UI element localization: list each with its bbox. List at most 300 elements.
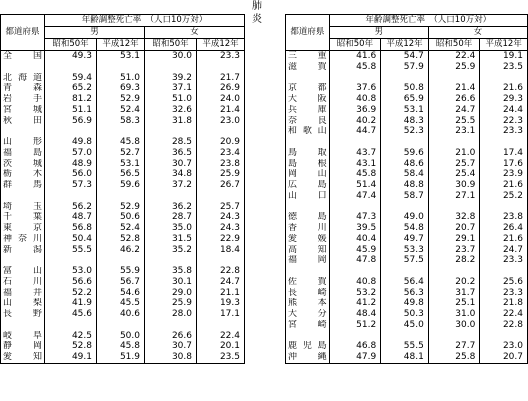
prefecture-name: 沖縄 (286, 352, 330, 363)
male-h12-value (381, 137, 429, 148)
prefecture-name: 福島 (1, 148, 45, 159)
table-row (1, 94, 245, 105)
male-h12-value: 69.3 (97, 83, 145, 94)
male-header: 男 (329, 27, 428, 39)
female-h12-value (480, 73, 528, 84)
male-s50-value: 40.8 (329, 94, 381, 105)
table-row (1, 169, 245, 180)
female-h12-value: 20.7 (480, 352, 528, 363)
table-row (286, 180, 528, 191)
spacer-row (286, 266, 528, 277)
female-s50-value: 30.8 (145, 352, 197, 363)
female-h12-value (197, 191, 245, 202)
prefecture-name (1, 126, 45, 137)
table-row (1, 83, 245, 94)
female-s50-value: 35.2 (145, 245, 197, 256)
male-h12-value: 52.8 (97, 234, 145, 245)
male-s50-value: 56.9 (45, 116, 97, 127)
female-s50-value: 25.9 (428, 62, 480, 73)
female-h12-value: 26.9 (197, 83, 245, 94)
table-row (286, 169, 528, 180)
female-s50-value: 25.7 (428, 159, 480, 170)
female-s50-header: 昭和50年 (428, 39, 480, 51)
female-h12-value: 19.1 (480, 51, 528, 62)
female-s50-value: 26.6 (428, 94, 480, 105)
male-h12-value (381, 331, 429, 342)
female-h12-value: 29.3 (480, 94, 528, 105)
male-s50-value (45, 62, 97, 73)
female-h12-header: 平成12年 (197, 39, 245, 51)
female-h12-value: 21.6 (480, 180, 528, 191)
female-h12-value: 22.4 (480, 309, 528, 320)
prefecture-name: 岡山 (286, 169, 330, 180)
female-h12-value (480, 266, 528, 277)
male-s50-value: 52.2 (45, 288, 97, 299)
female-s50-value: 21.0 (428, 148, 480, 159)
male-h12-header: 平成12年 (97, 39, 145, 51)
female-s50-value (428, 266, 480, 277)
male-h12-value: 45.8 (97, 137, 145, 148)
female-h12-header: 平成12年 (480, 39, 528, 51)
male-s50-value (329, 266, 381, 277)
male-s50-value: 51.4 (329, 180, 381, 191)
male-h12-value: 52.4 (97, 223, 145, 234)
female-h12-value: 23.0 (480, 341, 528, 352)
male-s50-value: 56.6 (45, 277, 97, 288)
prefecture-name: 愛媛 (286, 234, 330, 245)
prefecture-name: 京都 (286, 83, 330, 94)
prefecture-name: 香川 (286, 223, 330, 234)
prefecture-name: 和歌山 (286, 126, 330, 137)
female-h12-value: 17.6 (480, 159, 528, 170)
female-s50-value: 37.1 (145, 83, 197, 94)
female-s50-value: 35.0 (145, 223, 197, 234)
prefecture-name: 新潟 (1, 245, 45, 256)
male-h12-value: 51.9 (97, 352, 145, 363)
female-h12-value: 20.1 (197, 341, 245, 352)
prefecture-name: 神奈川 (1, 234, 45, 245)
prefecture-name: 秋田 (1, 116, 45, 127)
prefecture-name: 鳥取 (286, 148, 330, 159)
female-h12-value: 23.8 (197, 159, 245, 170)
table-row (286, 320, 528, 331)
female-s50-value: 30.0 (145, 51, 197, 62)
male-s50-value: 40.2 (329, 116, 381, 127)
female-h12-value: 21.8 (480, 298, 528, 309)
prefecture-name: 大分 (286, 309, 330, 320)
female-h12-value: 20.9 (197, 137, 245, 148)
male-h12-value: 59.6 (97, 180, 145, 191)
table-body-left (1, 51, 245, 364)
female-s50-value: 27.7 (428, 341, 480, 352)
female-h12-value: 25.6 (480, 277, 528, 288)
female-h12-value: 24.7 (197, 277, 245, 288)
prefecture-name: 鹿児島 (286, 341, 330, 352)
prefecture-name (286, 73, 330, 84)
male-h12-value: 50.6 (97, 212, 145, 223)
male-s50-value: 39.5 (329, 223, 381, 234)
female-s50-value: 35.8 (145, 266, 197, 277)
table-row (286, 288, 528, 299)
prefecture-header: 都道府県 (286, 15, 330, 51)
male-h12-value: 52.7 (97, 148, 145, 159)
female-h12-value: 17.4 (480, 148, 528, 159)
male-s50-value: 40.8 (329, 277, 381, 288)
prefecture-name (286, 266, 330, 277)
female-s50-value: 25.9 (145, 298, 197, 309)
table-row (286, 255, 528, 266)
female-h12-value: 25.9 (197, 169, 245, 180)
male-s50-value: 44.7 (329, 126, 381, 137)
table-row (286, 148, 528, 159)
male-h12-value: 46.2 (97, 245, 145, 256)
table-row (286, 126, 528, 137)
male-s50-value (329, 331, 381, 342)
female-h12-value: 24.7 (480, 245, 528, 256)
female-s50-value (145, 191, 197, 202)
male-h12-value: 50.3 (381, 309, 429, 320)
male-s50-value: 53.0 (45, 266, 97, 277)
female-s50-value: 31.5 (145, 234, 197, 245)
male-h12-value: 49.7 (381, 234, 429, 245)
female-h12-value: 24.3 (197, 212, 245, 223)
male-s50-value: 47.3 (329, 212, 381, 223)
prefecture-name: 熊本 (286, 298, 330, 309)
female-s50-value: 23.7 (428, 245, 480, 256)
prefecture-name: 宮城 (1, 105, 45, 116)
male-s50-value (45, 255, 97, 266)
prefecture-name (1, 320, 45, 331)
prefecture-name: 茨城 (1, 159, 45, 170)
spacer-row (286, 73, 528, 84)
male-h12-value: 54.6 (97, 288, 145, 299)
female-s50-value: 30.7 (145, 341, 197, 352)
male-h12-value (381, 266, 429, 277)
male-s50-value: 40.4 (329, 234, 381, 245)
table-row (1, 212, 245, 223)
male-h12-value: 49.8 (381, 298, 429, 309)
table-row (286, 352, 528, 363)
male-s50-value: 41.9 (45, 298, 97, 309)
table-row (1, 352, 245, 363)
male-h12-value: 52.4 (97, 105, 145, 116)
prefecture-name (286, 202, 330, 213)
male-s50-value: 43.7 (329, 148, 381, 159)
female-s50-value: 30.1 (145, 277, 197, 288)
male-h12-value: 55.9 (97, 266, 145, 277)
male-h12-value: 50.8 (381, 83, 429, 94)
prefecture-name: 岩手 (1, 94, 45, 105)
table-row (286, 245, 528, 256)
male-s50-value: 48.7 (45, 212, 97, 223)
table-row (1, 309, 245, 320)
male-s50-header: 昭和50年 (329, 39, 381, 51)
female-h12-value: 19.3 (197, 298, 245, 309)
male-h12-value: 57.5 (381, 255, 429, 266)
prefecture-name: 群馬 (1, 180, 45, 191)
male-h12-header: 平成12年 (381, 39, 429, 51)
male-s50-value: 46.8 (329, 341, 381, 352)
table-panel-right (285, 14, 528, 364)
table-row (1, 341, 245, 352)
spacer-row (1, 62, 245, 73)
female-h12-value: 18.4 (197, 245, 245, 256)
male-s50-value: 41.6 (329, 51, 381, 62)
male-s50-value: 81.2 (45, 94, 97, 105)
table-row (1, 223, 245, 234)
female-h12-value: 23.5 (480, 62, 528, 73)
male-h12-value: 58.7 (381, 191, 429, 202)
table-row (286, 94, 528, 105)
female-s50-value: 25.4 (428, 169, 480, 180)
female-s50-value: 25.8 (428, 352, 480, 363)
female-h12-value: 23.4 (197, 148, 245, 159)
prefecture-name: 岐阜 (1, 331, 45, 342)
male-h12-value: 52.3 (381, 126, 429, 137)
male-h12-value: 56.3 (381, 288, 429, 299)
male-s50-value: 43.1 (329, 159, 381, 170)
prefecture-name: 長崎 (286, 288, 330, 299)
female-s50-value: 27.1 (428, 191, 480, 202)
rate-header: 年齢調整死亡率 （人口10万対） (329, 15, 527, 27)
male-h12-value: 40.6 (97, 309, 145, 320)
male-h12-value: 56.7 (97, 277, 145, 288)
table-row (1, 148, 245, 159)
prefecture-name: 奈良 (286, 116, 330, 127)
male-h12-value (97, 126, 145, 137)
female-h12-value (480, 331, 528, 342)
female-s50-value: 30.9 (428, 180, 480, 191)
male-s50-value: 49.1 (45, 352, 97, 363)
table-row (286, 212, 528, 223)
female-s50-value (428, 73, 480, 84)
spacer-row (1, 320, 245, 331)
male-s50-header: 昭和50年 (45, 39, 97, 51)
male-h12-value: 51.0 (97, 73, 145, 84)
prefecture-name: 埼玉 (1, 202, 45, 213)
male-s50-value: 56.8 (45, 223, 97, 234)
male-h12-value: 65.9 (381, 94, 429, 105)
female-s50-value: 30.0 (428, 320, 480, 331)
table-row (286, 105, 528, 116)
table-row (1, 331, 245, 342)
female-h12-value: 24.3 (197, 223, 245, 234)
male-s50-value: 65.2 (45, 83, 97, 94)
male-s50-value: 57.0 (45, 148, 97, 159)
male-h12-value: 55.5 (381, 341, 429, 352)
prefecture-name: 島根 (286, 159, 330, 170)
female-h12-value: 21.4 (197, 105, 245, 116)
female-s50-value: 39.2 (145, 73, 197, 84)
female-s50-value: 24.7 (428, 105, 480, 116)
female-h12-value: 26.7 (197, 180, 245, 191)
male-h12-value: 53.1 (97, 159, 145, 170)
spacer-row (1, 126, 245, 137)
male-h12-value: 58.3 (97, 116, 145, 127)
male-s50-value: 52.8 (45, 341, 97, 352)
table-row (286, 223, 528, 234)
male-s50-value: 49.8 (45, 137, 97, 148)
male-s50-value: 45.6 (45, 309, 97, 320)
female-h12-value (197, 255, 245, 266)
rate-header: 年齢調整死亡率 （人口10万対） (45, 15, 245, 27)
prefecture-name (286, 331, 330, 342)
table-row (286, 341, 528, 352)
table-row (286, 298, 528, 309)
male-h12-value: 45.5 (97, 298, 145, 309)
female-h12-value: 23.8 (480, 212, 528, 223)
female-h12-value: 21.6 (480, 83, 528, 94)
male-h12-value (381, 202, 429, 213)
prefecture-header: 都道府県 (1, 15, 45, 51)
female-s50-value: 31.7 (428, 288, 480, 299)
male-s50-value: 37.6 (329, 83, 381, 94)
male-s50-value (329, 202, 381, 213)
male-h12-value: 56.5 (97, 169, 145, 180)
male-h12-value: 48.8 (381, 180, 429, 191)
male-s50-value: 48.4 (329, 309, 381, 320)
female-s50-value: 29.0 (145, 288, 197, 299)
female-h12-value: 23.3 (480, 255, 528, 266)
female-s50-value: 25.5 (428, 116, 480, 127)
female-h12-value: 21.7 (197, 73, 245, 84)
female-s50-value: 29.1 (428, 234, 480, 245)
male-h12-value: 53.3 (381, 245, 429, 256)
table-row (1, 266, 245, 277)
female-h12-value: 23.3 (197, 51, 245, 62)
prefecture-name: 千葉 (1, 212, 45, 223)
female-header: 女 (145, 27, 245, 39)
table-panel-left (0, 14, 245, 364)
male-h12-value: 53.1 (97, 51, 145, 62)
prefecture-name: 静岡 (1, 341, 45, 352)
table-row (286, 83, 528, 94)
female-s50-value: 34.8 (145, 169, 197, 180)
male-h12-value: 54.8 (381, 223, 429, 234)
prefecture-name: 大阪 (286, 94, 330, 105)
table-row (286, 51, 528, 62)
prefecture-name (1, 255, 45, 266)
female-h12-value: 17.1 (197, 309, 245, 320)
prefecture-name (1, 191, 45, 202)
female-s50-value (145, 126, 197, 137)
table-row (1, 298, 245, 309)
table-row (286, 309, 528, 320)
female-s50-value: 36.2 (145, 202, 197, 213)
male-s50-value: 47.4 (329, 191, 381, 202)
prefecture-name: 滋賀 (286, 62, 330, 73)
prefecture-name: 三重 (286, 51, 330, 62)
table-row (1, 202, 245, 213)
prefecture-name: 兵庫 (286, 105, 330, 116)
male-s50-value: 45.8 (329, 169, 381, 180)
female-s50-value (145, 320, 197, 331)
male-h12-value (97, 191, 145, 202)
male-s50-value: 42.5 (45, 331, 97, 342)
male-h12-value: 48.6 (381, 159, 429, 170)
female-s50-value (145, 255, 197, 266)
mortality-table-right (285, 14, 528, 364)
prefecture-name: 長野 (1, 309, 45, 320)
male-h12-value: 45.0 (381, 320, 429, 331)
female-s50-value: 30.7 (145, 159, 197, 170)
spacer-row (1, 255, 245, 266)
male-h12-value: 52.9 (97, 94, 145, 105)
table-row (286, 191, 528, 202)
female-h12-value: 26.4 (480, 223, 528, 234)
female-h12-value: 22.3 (480, 116, 528, 127)
table-body-right (286, 51, 528, 364)
male-s50-value: 45.8 (329, 62, 381, 73)
female-h12-value: 24.4 (480, 105, 528, 116)
female-s50-value (428, 137, 480, 148)
male-header: 男 (45, 27, 145, 39)
female-s50-value: 28.5 (145, 137, 197, 148)
female-s50-value: 51.0 (145, 94, 197, 105)
male-h12-value: 45.8 (97, 341, 145, 352)
female-h12-value: 23.3 (480, 126, 528, 137)
male-s50-value: 51.1 (45, 105, 97, 116)
female-s50-value: 28.0 (145, 309, 197, 320)
male-h12-value: 52.9 (97, 202, 145, 213)
male-s50-value: 53.2 (329, 288, 381, 299)
table-row (1, 105, 245, 116)
male-h12-value (97, 320, 145, 331)
prefecture-name: 富山 (1, 266, 45, 277)
female-s50-value: 36.5 (145, 148, 197, 159)
female-header: 女 (428, 27, 527, 39)
female-s50-value (145, 62, 197, 73)
prefecture-name: 徳島 (286, 212, 330, 223)
table-row (1, 116, 245, 127)
table-row (286, 116, 528, 127)
table-row (286, 234, 528, 245)
table-row (1, 234, 245, 245)
male-h12-value: 53.1 (381, 105, 429, 116)
male-h12-value: 59.6 (381, 148, 429, 159)
male-s50-value: 56.0 (45, 169, 97, 180)
prefecture-name: 青森 (1, 83, 45, 94)
prefecture-name: 栃木 (1, 169, 45, 180)
male-s50-value: 47.8 (329, 255, 381, 266)
male-h12-value (381, 73, 429, 84)
female-s50-value: 28.2 (428, 255, 480, 266)
female-h12-value (480, 202, 528, 213)
male-h12-value: 58.4 (381, 169, 429, 180)
male-h12-value: 56.4 (381, 277, 429, 288)
male-s50-value: 50.4 (45, 234, 97, 245)
male-h12-value (97, 62, 145, 73)
female-s50-value: 22.4 (428, 51, 480, 62)
spacer-row (286, 202, 528, 213)
female-h12-value: 22.4 (197, 331, 245, 342)
female-s50-value (428, 202, 480, 213)
female-h12-value: 25.2 (480, 191, 528, 202)
male-s50-value: 57.3 (45, 180, 97, 191)
spacer-row (286, 137, 528, 148)
female-h12-value: 22.9 (197, 234, 245, 245)
female-h12-value: 23.9 (480, 169, 528, 180)
male-s50-value: 47.9 (329, 352, 381, 363)
prefecture-name: 北海道 (1, 73, 45, 84)
female-s50-value: 23.1 (428, 126, 480, 137)
female-h12-value: 23.0 (197, 116, 245, 127)
table-row (286, 159, 528, 170)
prefecture-name: 佐賀 (286, 277, 330, 288)
table-row (1, 73, 245, 84)
female-s50-value: 21.4 (428, 83, 480, 94)
female-s50-value: 20.2 (428, 277, 480, 288)
